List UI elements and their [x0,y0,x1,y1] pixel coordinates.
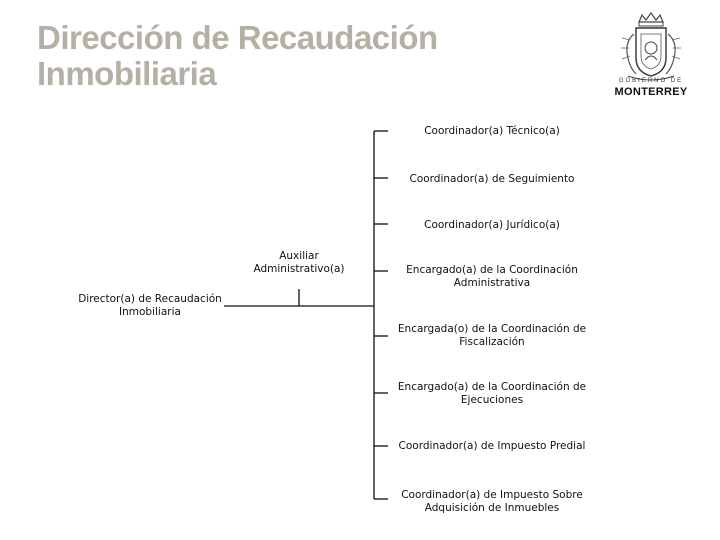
page-title-line2: Inmobiliaria [37,55,217,92]
node-director [60,293,240,319]
node-coordinacion-ejecuciones [382,381,602,407]
node-line2: Fiscalización [459,336,525,348]
node-director-line1: Director(a) de Recaudación [78,293,222,305]
node-line1: Encargado(a) de la Coordinación [406,264,578,276]
node-line1: Coordinador(a) de Seguimiento [409,173,575,185]
node-line1: Encargada(o) de la Coordinación de [397,323,587,335]
node-line2: Adquisición de Inmuebles [424,502,560,514]
logo-caption-top: GOBIERNO DE [618,78,684,84]
node-line2: Administrativa [453,277,531,289]
node-impuesto-predial [382,440,602,453]
node-impuesto-adquisicion [382,489,602,515]
node-auxiliar [239,250,359,276]
node-line1: Coordinador(a) Técnico(a) [424,125,560,137]
node-auxiliar-line1: Auxiliar [279,250,319,262]
node-line1: Encargado(a) de la Coordinación de [397,381,587,393]
node-coordinacion-administrativa [382,264,602,290]
node-coordinador-seguimiento [392,173,592,186]
node-line1: Coordinador(a) Jurídico(a) [424,219,560,231]
node-line1: Coordinador(a) de Impuesto Sobre [401,489,583,501]
node-coordinacion-fiscalizacion [382,323,602,349]
node-line1: Coordinador(a) de Impuesto Predial [398,440,586,452]
node-line2: Ejecuciones [460,394,524,406]
node-coordinador-juridico [392,219,592,232]
node-director-line2: Inmobiliaria [119,306,181,318]
node-auxiliar-line2: Administrativo(a) [253,263,345,275]
page-title-line1: Dirección de Recaudación [37,19,438,56]
node-coordinador-tecnico [392,125,592,138]
logo-caption: MONTERREY [614,86,688,98]
